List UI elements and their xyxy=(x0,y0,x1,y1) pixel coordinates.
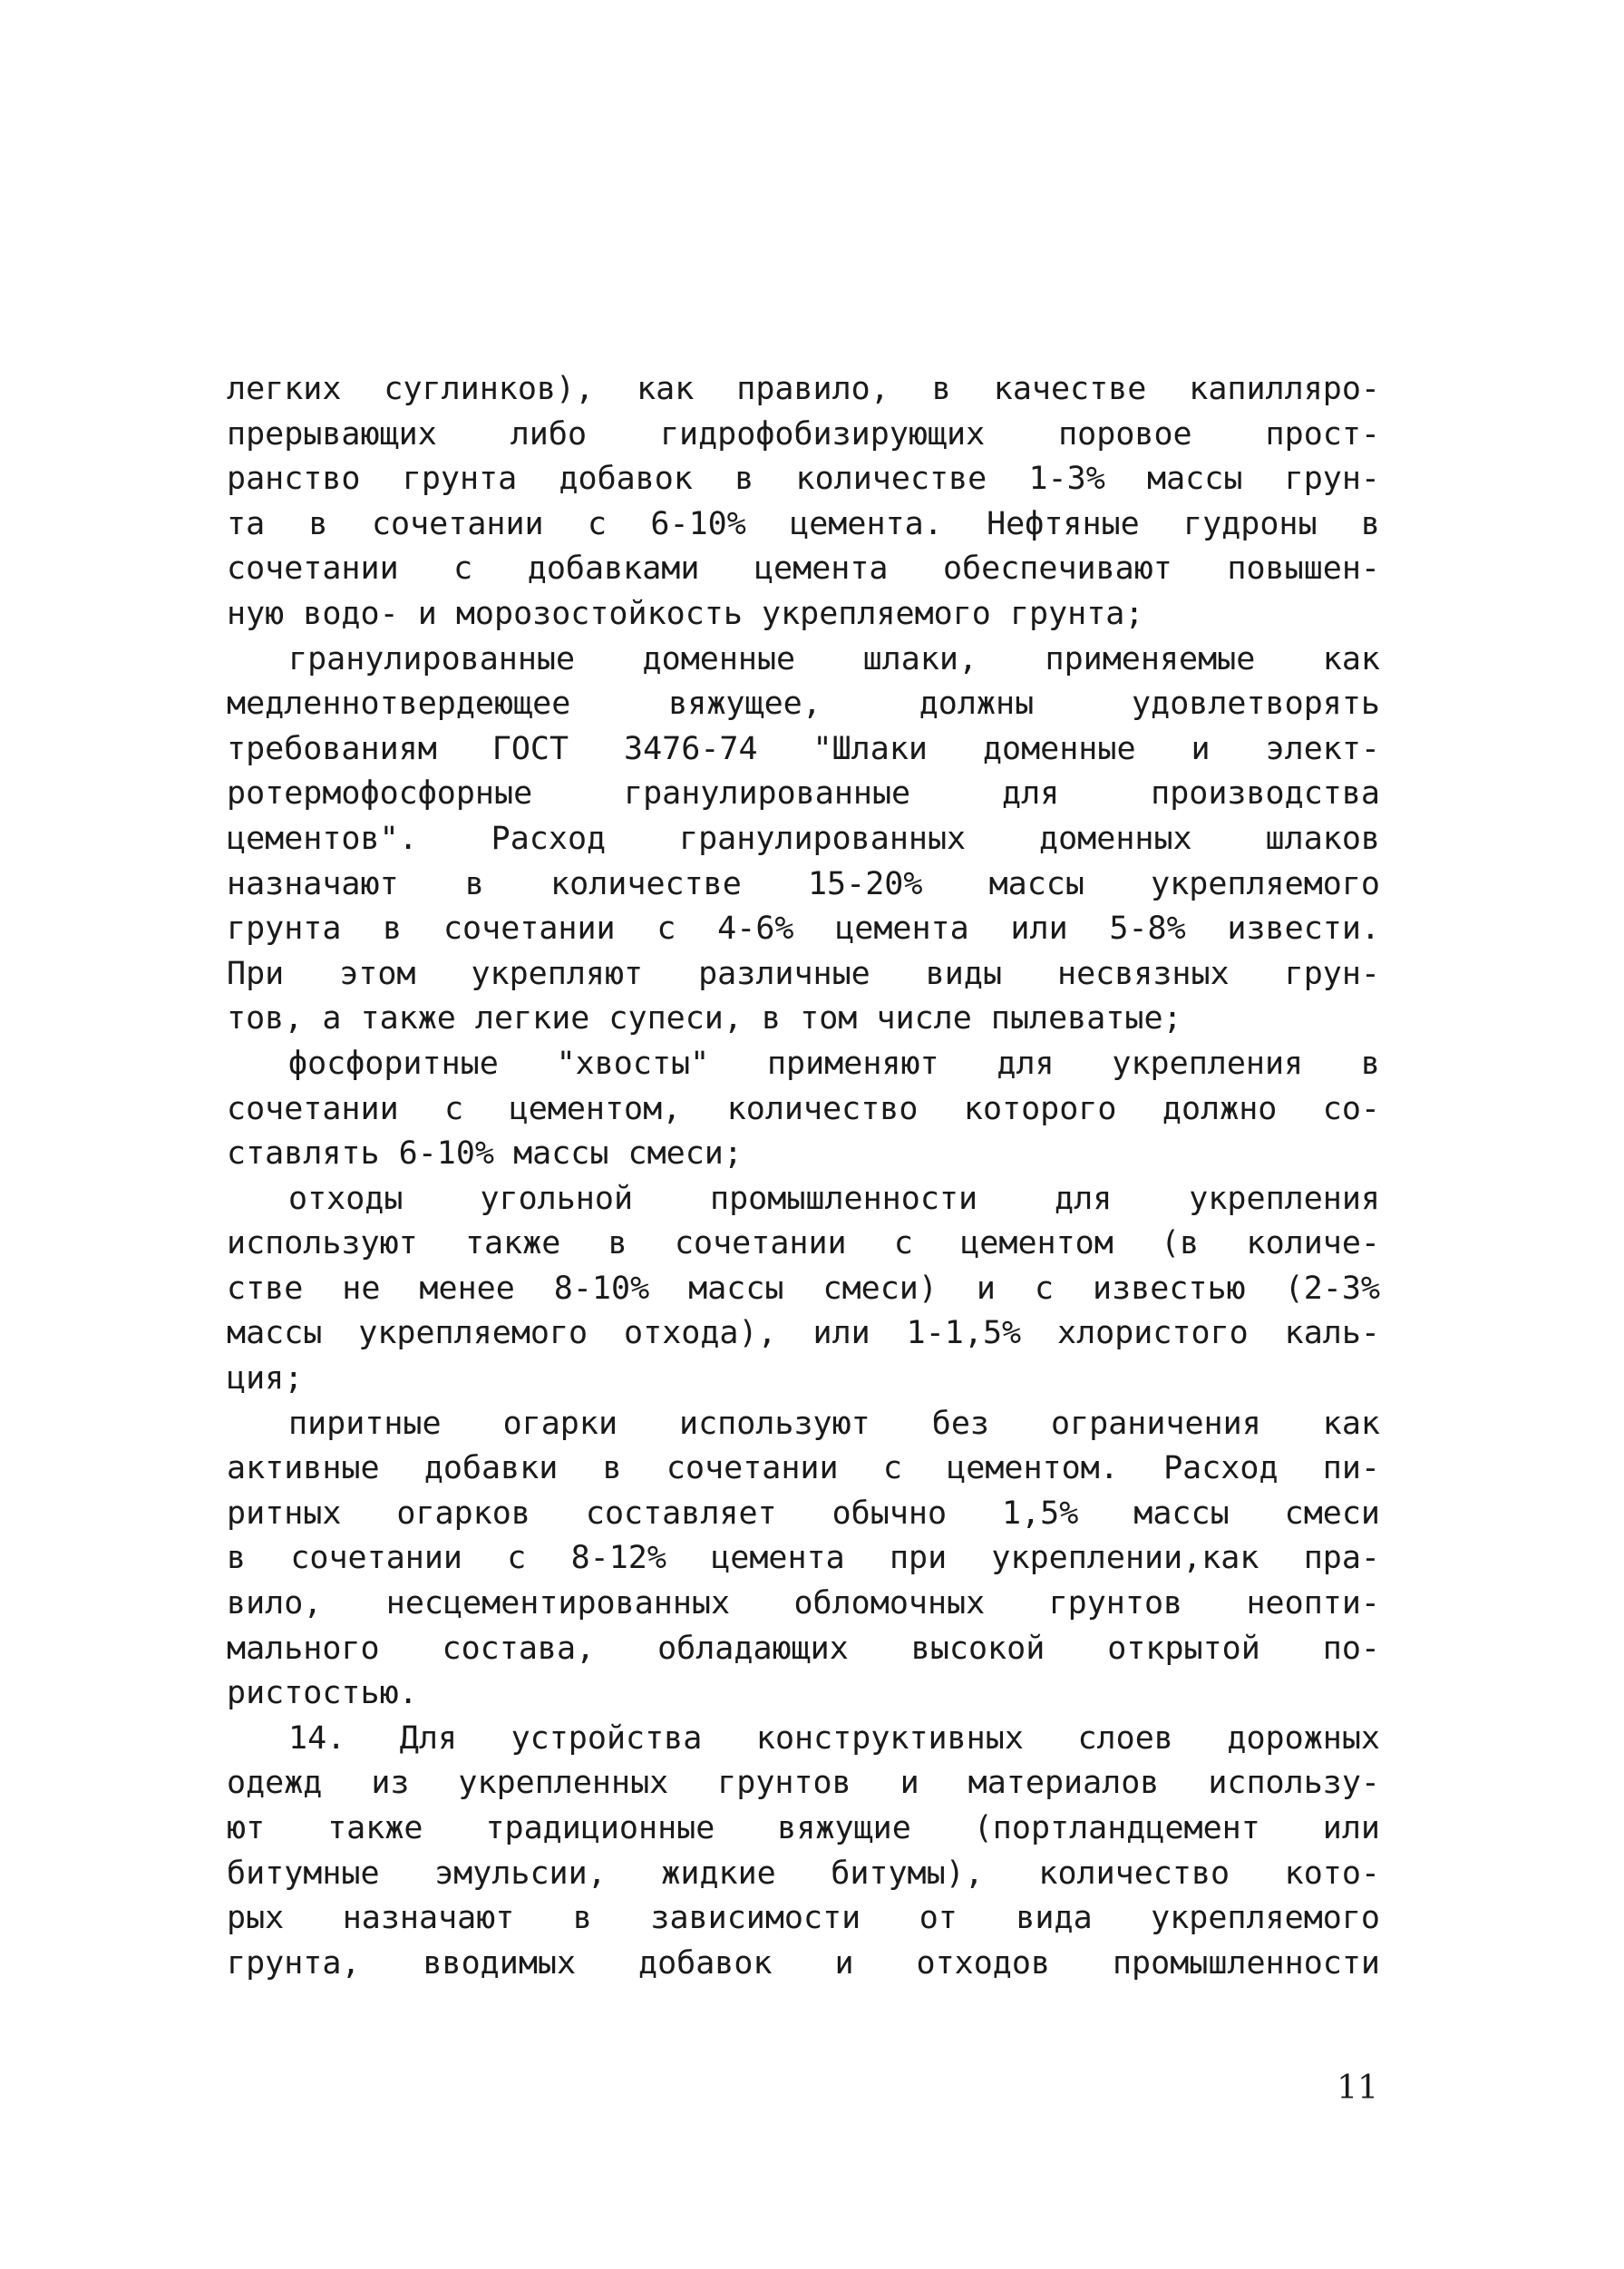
page-number: 11 xyxy=(1337,2069,1378,2107)
text-line: массы укрепляемого отхода), или 1-1,5% хлористого каль- xyxy=(227,1315,1380,1352)
text-line: рых назначают в зависимости от вида укрепляемого xyxy=(227,1900,1380,1937)
text-line: ную водо- и морозостойкость укрепляемого грунта; xyxy=(227,595,1144,632)
text-line: сочетании с цементом, количество которого должно со- xyxy=(227,1090,1380,1127)
text-line: ротермофосфорные гранулированные для производства xyxy=(227,775,1380,813)
text-line: ритных огарков составляет обычно 1,5% массы смеси xyxy=(227,1495,1380,1532)
text-line: фосфоритные "хвосты" применяют для укрепления в xyxy=(288,1045,1380,1082)
text-line: одежд из укрепленных грунтов и материалов использу- xyxy=(227,1765,1380,1802)
text-line: ция; xyxy=(227,1360,304,1397)
text-line: цементов". Расход гранулированных доменных шлаков xyxy=(227,820,1380,857)
text-line: тов, а также легкие супеси, в том числе пылеватые; xyxy=(227,1000,1182,1037)
text-line: в сочетании с 8-12% цемента при укреплении,как пра- xyxy=(227,1540,1380,1577)
text-line: легких суглинков), как правило, в качестве капилляро- xyxy=(227,371,1380,407)
text-line: используют также в сочетании с цементом (в количе- xyxy=(227,1225,1380,1262)
text-line: прерывающих либо гидрофобизирующих поровое прост- xyxy=(227,415,1380,453)
text-line: ют также традиционные вяжущие (портландцемент или xyxy=(227,1810,1380,1846)
text-line: грунта в сочетании с 4-6% цемента или 5-8% извести. xyxy=(227,911,1380,948)
text-line: стве не менее 8-10% массы смеси) и с известью (2-3% xyxy=(227,1270,1380,1307)
text-line: ристостью. xyxy=(227,1675,418,1712)
text-line: пиритные огарки используют без ограничения как xyxy=(288,1405,1380,1442)
text-line: медленнотвердеющее вяжущее, должны удовлетворять xyxy=(227,686,1380,723)
text-line: назначают в количестве 15-20% массы укрепляемого xyxy=(227,865,1380,902)
text-line: требованиям ГОСТ 3476-74 "Шлаки доменные и элект- xyxy=(227,730,1380,767)
text-line: отходы угольной промышленности для укрепления xyxy=(288,1180,1380,1217)
text-line: грунта, вводимых добавок и отходов промышленности xyxy=(227,1944,1380,1982)
text-line: 14. Для устройства конструктивных слоев дорожных xyxy=(288,1719,1380,1757)
text-line: та в сочетании с 6-10% цемента. Нефтяные гудроны в xyxy=(227,505,1380,542)
text-line: активные добавки в сочетании с цементом. Расход пи- xyxy=(227,1450,1380,1487)
text-line: вило, несцементированных обломочных грунтов неопти- xyxy=(227,1585,1380,1622)
body-text xyxy=(227,367,1380,1986)
text-line: гранулированные доменные шлаки, применяемые как xyxy=(288,640,1380,677)
text-line: ставлять 6-10% массы смеси; xyxy=(227,1135,743,1173)
text-line: битумные эмульсии, жидкие битумы), количество кото- xyxy=(227,1855,1380,1892)
text-line: сочетании с добавками цемента обеспечивают повышен- xyxy=(227,550,1380,588)
text-line: мального состава, обладающих высокой открытой по- xyxy=(227,1630,1380,1667)
text-line: При этом укрепляют различные виды несвязных грун- xyxy=(227,955,1380,992)
text-line: ранство грунта добавок в количестве 1-3% массы грун- xyxy=(227,461,1380,498)
